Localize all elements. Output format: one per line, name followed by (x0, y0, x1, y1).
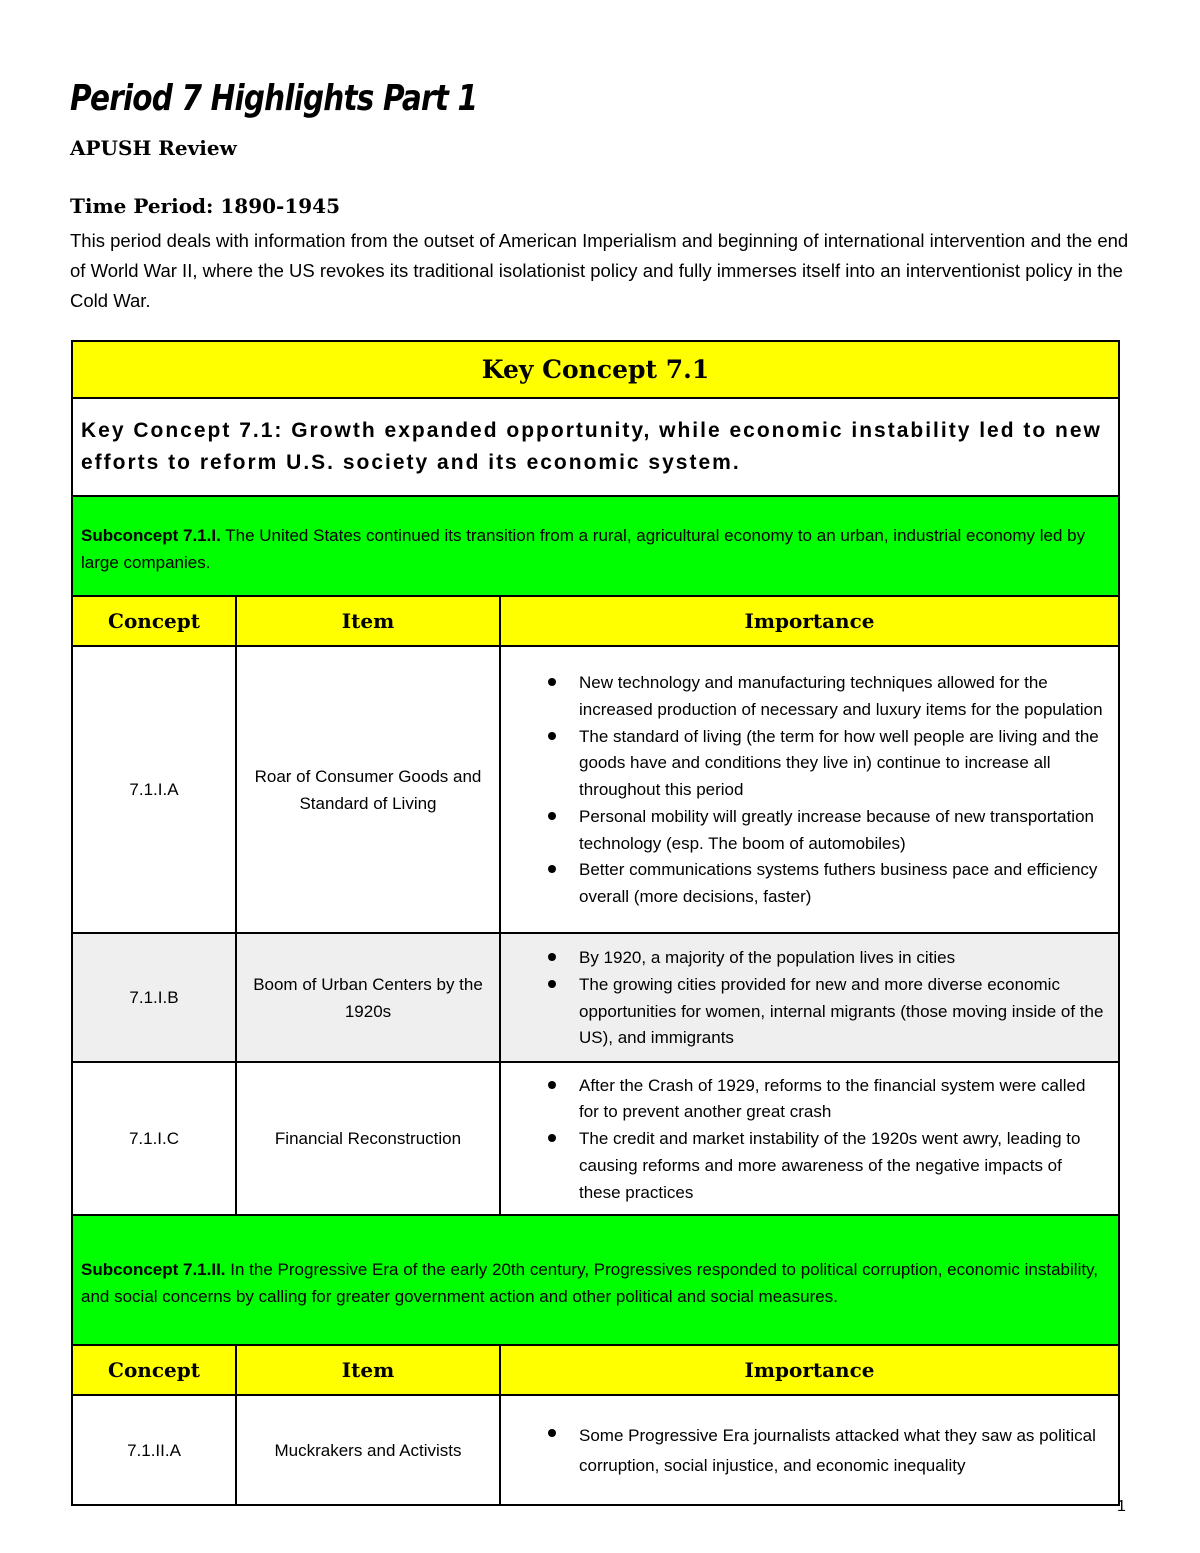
importance-bullet: New technology and manufacturing techniques allowed for the increased production of necessary and luxury items for the population (579, 670, 1106, 723)
importance-list (511, 945, 1106, 1052)
importance-cell (500, 1062, 1119, 1215)
importance-cell (500, 1395, 1119, 1505)
time-period-label: Time Period (70, 194, 207, 218)
table-row (72, 933, 1119, 1062)
importance-bullet: By 1920, a majority of the population lives in cities (579, 945, 1106, 972)
intro-paragraph: This period deals with information from the outset of American Imperialism and beginning of international intervention and the end of World War II, where the US revokes its traditional isolationist policy and fully immerses itself into an interventionist policy in the Cold War. (70, 230, 1129, 311)
importance-bullet: The growing cities provided for new and more diverse economic opportunities for women, internal migrants (those moving inside of the US), and immigrants (579, 972, 1106, 1052)
page-subtitle: APUSH Review (70, 136, 237, 160)
importance-list (511, 670, 1106, 910)
key-concept-statement: Key Concept 7.1: Growth expanded opportunity, while economic instability led to new efforts to reform U.S. society and its economic system. (72, 398, 1119, 496)
importance-list (511, 1421, 1106, 1481)
concept-cell: 7.1.I.B (72, 933, 236, 1062)
concept-cell: 7.1.I.C (72, 1062, 236, 1215)
importance-bullet: Personal mobility will greatly increase because of new transportation technology (esp. The boom of automobiles) (579, 804, 1106, 857)
item-cell: Roar of Consumer Goods and Standard of Living (236, 646, 500, 933)
key-concept-table (71, 340, 1120, 1506)
concept-cell: 7.1.I.A (72, 646, 236, 933)
subconcept-banner (72, 1215, 1119, 1345)
page-title: Period 7 Highlights Part 1 (70, 78, 478, 119)
subconcept-banner (72, 496, 1119, 596)
importance-list (511, 1073, 1106, 1207)
time-period: Time Period: 1890-1945 (70, 194, 341, 218)
concept-cell: 7.1.II.A (72, 1395, 236, 1505)
table-row (72, 1062, 1119, 1215)
page-number: 1 (1117, 1498, 1126, 1515)
time-period-value: 1890-1945 (220, 194, 341, 218)
key-concept-header: Key Concept 7.1 (72, 341, 1119, 398)
importance-cell (500, 646, 1119, 933)
importance-bullet: The standard of living (the term for how well people are living and the goods have and conditions they live in) continue to increase all throughout this period (579, 724, 1106, 804)
table-row (72, 1395, 1119, 1505)
importance-cell (500, 933, 1119, 1062)
importance-bullet: Some Progressive Era journalists attacked what they saw as political corruption, social injustice, and economic inequality (579, 1421, 1106, 1481)
item-cell: Muckrakers and Activists (236, 1395, 500, 1505)
importance-bullet: After the Crash of 1929, reforms to the financial system were called for to prevent another great crash (579, 1073, 1106, 1126)
importance-bullet: The credit and market instability of the 1920s went awry, leading to causing reforms and more awareness of the negative impacts of these practices (579, 1126, 1106, 1206)
column-header-concept: Concept (72, 1345, 236, 1395)
subconcept-label: Subconcept 7.1.II. (81, 1260, 226, 1279)
subconcept-label: Subconcept 7.1.I. (81, 526, 221, 545)
subconcept-text: In the Progressive Era of the early 20th century, Progressives responded to political corruption, economic instability, and social concerns by calling for greater government action and other political and social measures. (81, 1260, 1099, 1306)
column-header-importance: Importance (500, 596, 1119, 646)
subconcept-text: The United States continued its transition from a rural, agricultural economy to an urban, industrial economy led by large companies. (81, 526, 1086, 572)
table-row (72, 646, 1119, 933)
column-header-importance: Importance (500, 1345, 1119, 1395)
item-cell: Boom of Urban Centers by the 1920s (236, 933, 500, 1062)
item-cell: Financial Reconstruction (236, 1062, 500, 1215)
column-header-item: Item (236, 1345, 500, 1395)
column-header-concept: Concept (72, 596, 236, 646)
column-header-item: Item (236, 596, 500, 646)
importance-bullet: Better communications systems futhers business pace and efficiency overall (more decisions, faster) (579, 857, 1106, 910)
